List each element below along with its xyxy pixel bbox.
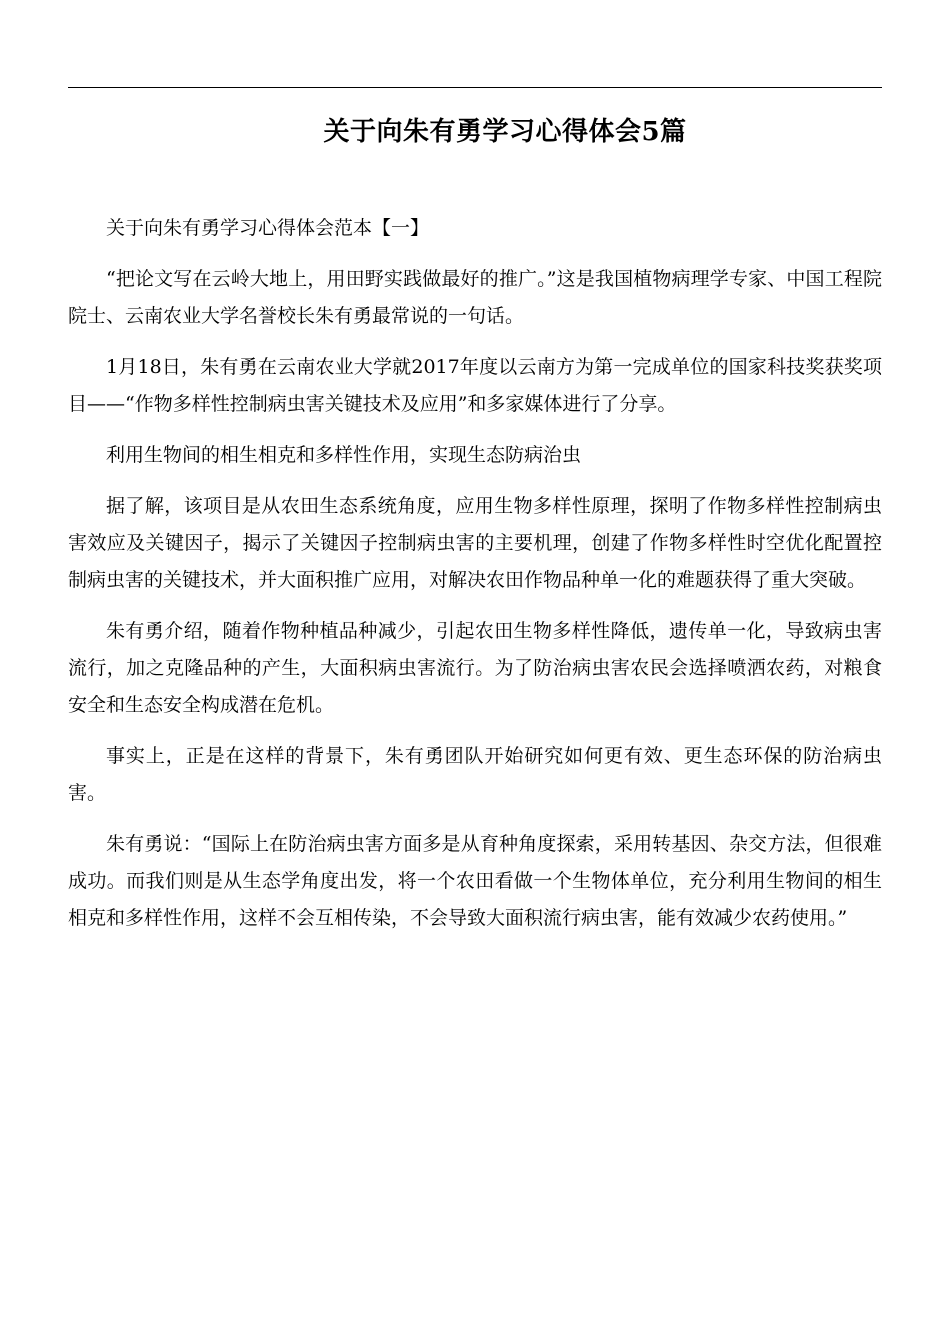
header-rule <box>68 87 882 88</box>
document-body <box>68 210 882 951</box>
paragraph: “把论文写在云岭大地上，用田野实践做最好的推广。”这是我国植物病理学专家、中国工程院院士、云南农业大学名誉校长朱有勇最常说的一句话。 <box>68 268 882 327</box>
paragraph: 事实上，正是在这样的背景下，朱有勇团队开始研究如何更有效、更生态环保的防治病虫害。 <box>68 745 882 804</box>
paragraph: 朱有勇介绍，随着作物种植品种减少，引起农田生物多样性降低，遗传单一化，导致病虫害流行，加之克隆品种的产生，大面积病虫害流行。为了防治病虫害农民会选择喷洒农药，对粮食安全和生态安全构成潜在危机。 <box>68 620 882 716</box>
paragraph: 据了解，该项目是从农田生态系统角度，应用生物多样性原理，探明了作物多样性控制病虫害效应及关键因子，揭示了关键因子控制病虫害的主要机理，创建了作物多样性时空优化配置控制病虫害的关键技术，并大面积推广应用，对解决农田作物品种单一化的难题获得了重大突破。 <box>68 495 882 591</box>
paragraph: 1月18日，朱有勇在云南农业大学就2017年度以云南方为第一完成单位的国家科技奖获奖项目——“作物多样性控制病虫害关键技术及应用”和多家媒体进行了分享。 <box>68 356 882 415</box>
section-heading: 关于向朱有勇学习心得体会范本【一】 <box>106 217 430 239</box>
paragraph: 朱有勇说：“国际上在防治病虫害方面多是从育种角度探索，采用转基因、杂交方法，但很难成功。而我们则是从生态学角度出发，将一个农田看做一个生物体单位，充分利用生物间的相生相克和多样性作用，这样不会互相传染，不会导致大面积流行病虫害，能有效减少农药使用。” <box>68 833 882 929</box>
document-title: 关于向朱有勇学习心得体会5篇 <box>323 117 687 148</box>
sub-heading: 利用生物间的相生相克和多样性作用，实现生态防病治虫 <box>106 444 582 466</box>
